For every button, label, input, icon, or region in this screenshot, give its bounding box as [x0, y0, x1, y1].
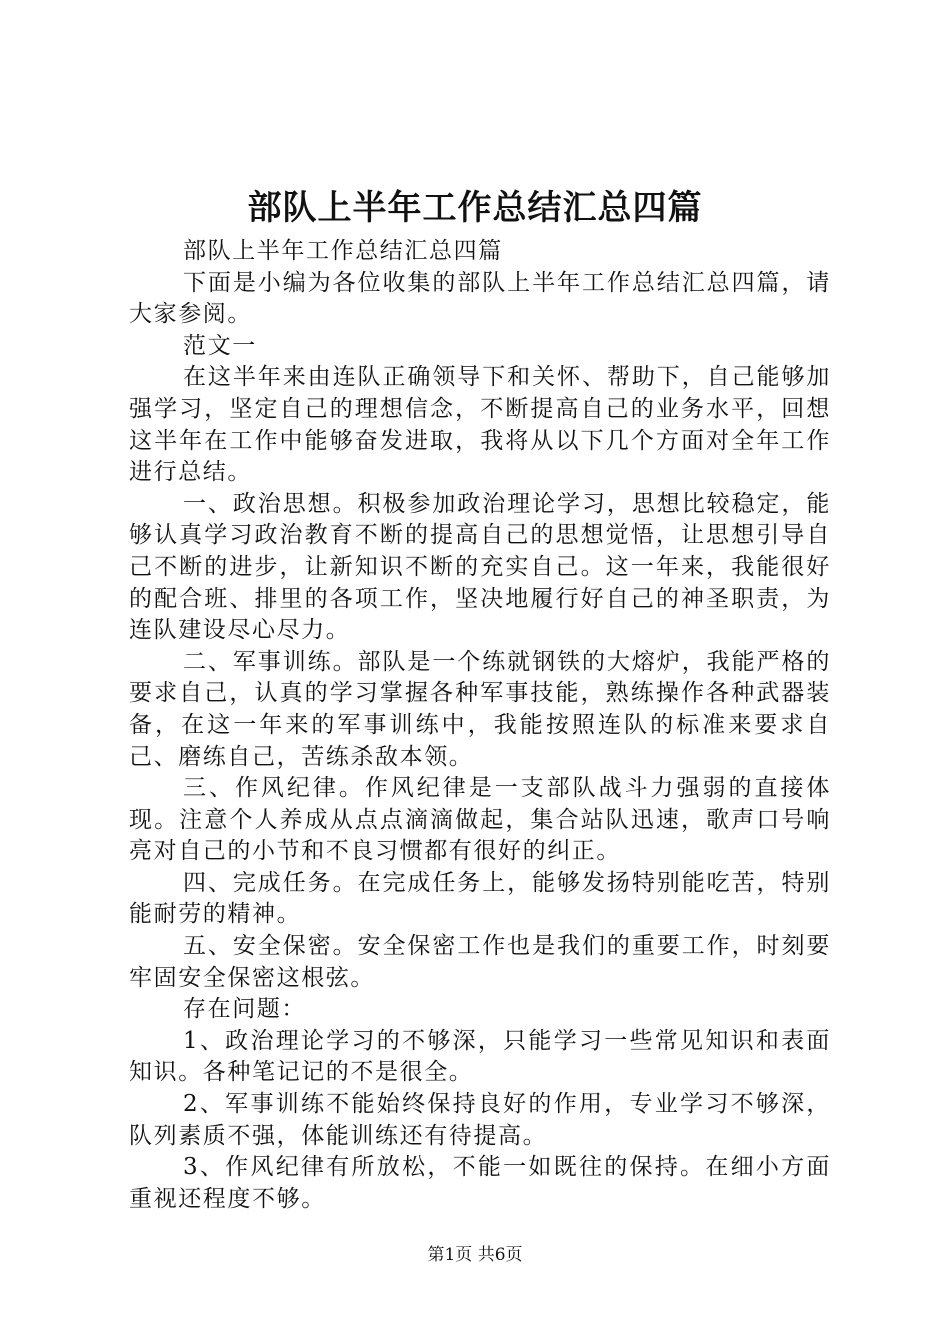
- paragraph: 三、作风纪律。作风纪律是一支部队战斗力强弱的直接体现。注意个人养成从点点滴滴做起，集合站队迅速，歌声口号响亮对自己的小节和不良习惯都有很好的纠正。: [129, 775, 831, 865]
- paragraph: 二、军事训练。部队是一个练就钢铁的大熔炉，我能严格的要求自己，认真的学习掌握各种军事技能，熟练操作各种武器装备，在这一年来的军事训练中，我能按照连队的标准来要求自己、磨练自己，苦练杀敌本领。: [129, 648, 831, 770]
- document-body: [129, 236, 831, 1215]
- paragraph: 3、作风纪律有所放松，不能一如既往的保持。在细小方面重视还程度不够。: [129, 1154, 831, 1212]
- document-title: 部队上半年工作总结汇总四篇: [247, 188, 703, 228]
- paragraph: 存在问题：: [183, 996, 306, 1023]
- paragraph: 部队上半年工作总结汇总四篇: [183, 238, 503, 264]
- paragraph: 五、安全保密。安全保密工作也是我们的重要工作，时刻要牢固安全保密这根弦。: [129, 933, 831, 991]
- paragraph: 在这半年来由连队正确领导下和关怀、帮助下，自己能够加强学习，坚定自己的理想信念，不断提高自己的业务水平，回想这半年在工作中能够奋发进取，我将从以下几个方面对全年工作进行总结。: [129, 364, 831, 486]
- paragraph: 下面是小编为各位收集的部队上半年工作总结汇总四篇，请大家参阅。: [129, 269, 831, 328]
- paragraph: 范文一: [183, 332, 257, 359]
- paragraph: 1、政治理论学习的不够深，只能学习一些常见知识和表面知识。各种笔记记的不是很全。: [129, 1027, 831, 1086]
- paragraph: 2、军事训练不能始终保持良好的作用，专业学习不够深，队列素质不强，体能训练还有待提高。: [129, 1091, 831, 1149]
- paragraph: 一、政治思想。积极参加政治理论学习，思想比较稳定，能够认真学习政治教育不断的提高自己的思想觉悟，让思想引导自己不断的进步，让新知识不断的充实自己。这一年来，我能很好的配合班、排里的各项工作，坚决地履行好自己的神圣职责，为连队建设尽心尽力。: [129, 490, 831, 644]
- page-number-footer: 第1页 共6页: [427, 1245, 523, 1265]
- paragraph: 四、完成任务。在完成任务上，能够发扬特别能吃苦，特别能耐劳的精神。: [129, 869, 831, 928]
